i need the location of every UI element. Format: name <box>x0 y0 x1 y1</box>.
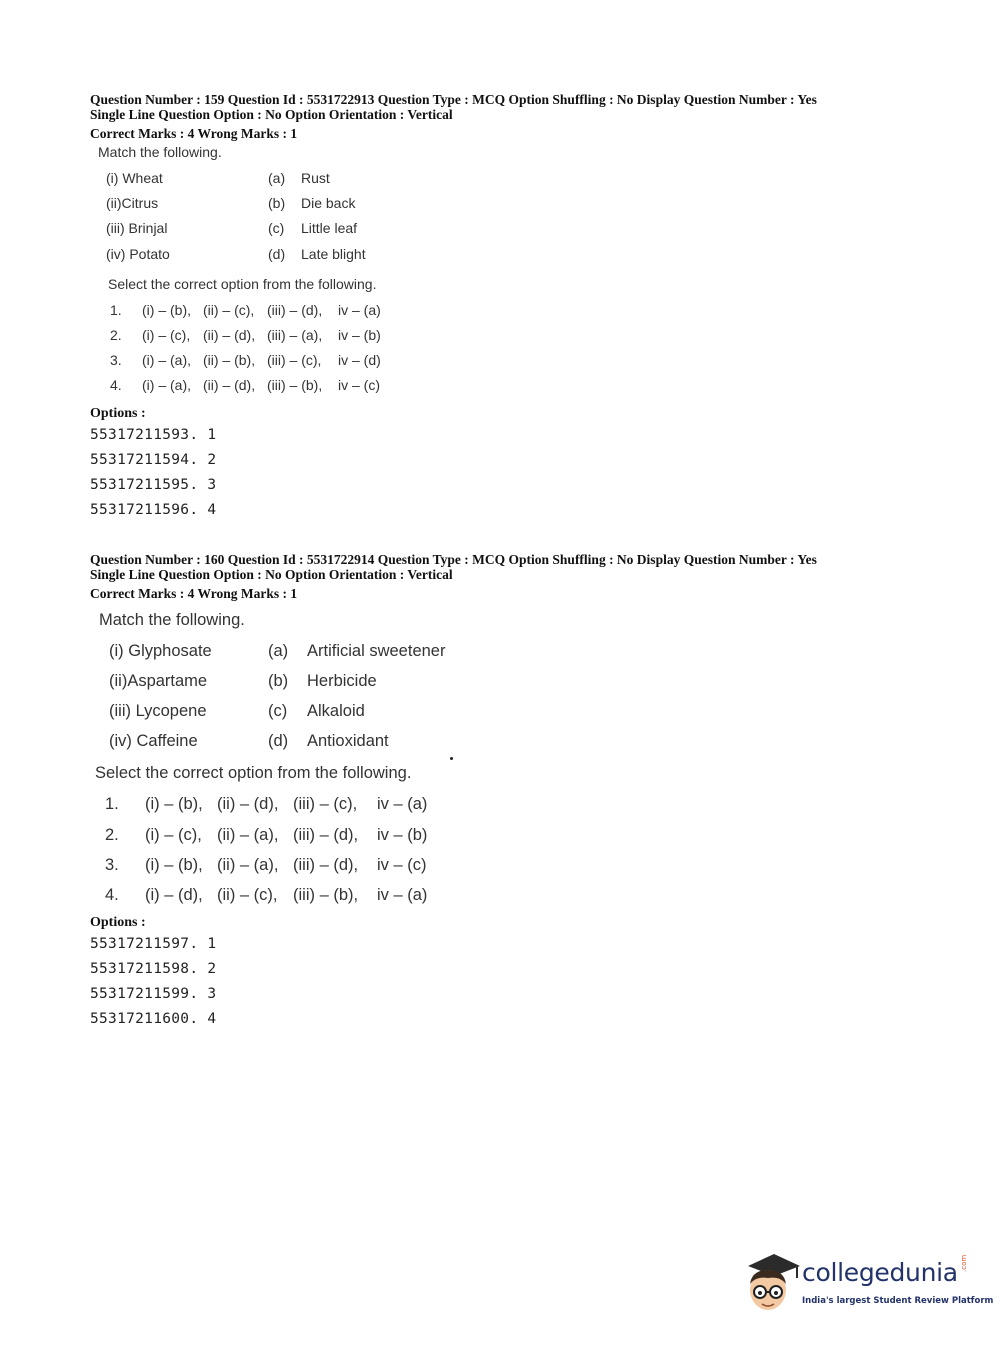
pair-left: (i) Glyphosate <box>109 642 212 660</box>
question-160-stem: Match the following. <box>99 611 245 629</box>
choice-part-b: (ii) – (a), <box>217 856 279 874</box>
question-159-instruction: Select the correct option from the following. <box>108 276 377 292</box>
choice-part-d: iv – (b) <box>338 327 381 343</box>
question-159-option-4: 55317211596. 4 <box>90 502 217 518</box>
choice-part-c: (iii) – (c), <box>293 795 358 813</box>
choice-number: 3. <box>105 856 119 874</box>
choice-part-c: (iii) – (d), <box>293 856 359 874</box>
question-159-meta-line2: Single Line Question Option : No Option Orientation : Vertical <box>90 107 453 122</box>
choice-part-d: iv – (d) <box>338 352 381 368</box>
choice-number: 4. <box>105 886 119 904</box>
pair-key: (a) <box>268 170 286 186</box>
choice-number: 1. <box>110 302 122 318</box>
question-159-stem: Match the following. <box>98 144 222 160</box>
choice-part-a: (i) – (c), <box>142 327 191 343</box>
question-159-meta-line1: Question Number : 159 Question Id : 5531722913 Question Type : MCQ Option Shuffling : No Display Question Number : Yes <box>90 92 817 107</box>
choice-number: 4. <box>110 377 122 393</box>
choice-part-d: iv – (a) <box>338 302 381 318</box>
choice-part-a: (i) – (b), <box>145 856 203 874</box>
choice-part-c: (iii) – (a), <box>267 327 323 343</box>
pair-right: Alkaloid <box>307 702 365 720</box>
pair-key: (d) <box>268 246 286 262</box>
pair-key: (c) <box>268 702 288 720</box>
choice-part-c: (iii) – (d), <box>267 302 323 318</box>
choice-part-c: (iii) – (d), <box>293 826 359 844</box>
pair-left: (iii) Brinjal <box>106 220 168 236</box>
question-160-meta-line1: Question Number : 160 Question Id : 5531722914 Question Type : MCQ Option Shuffling : No Display Question Number : Yes <box>90 552 817 567</box>
pair-right: Little leaf <box>301 220 358 236</box>
choice-part-a: (i) – (d), <box>145 886 203 904</box>
pair-right: Late blight <box>301 246 366 262</box>
logo-suffix: .com <box>960 1254 968 1272</box>
choice-part-c: (iii) – (b), <box>267 377 323 393</box>
choice-part-d: iv – (a) <box>377 795 428 813</box>
pair-left: (ii)Citrus <box>106 195 159 211</box>
choice-part-a: (i) – (b), <box>142 302 191 318</box>
logo-wordmark: collegedunia <box>802 1258 958 1287</box>
pair-key: (b) <box>268 672 289 690</box>
choice-part-b: (ii) – (d), <box>203 377 256 393</box>
choice-part-b: (ii) – (d), <box>217 795 279 813</box>
choice-part-d: iv – (c) <box>338 377 380 393</box>
pair-right: Die back <box>301 195 356 211</box>
pair-left: (iv) Caffeine <box>109 732 198 750</box>
question-160-option-3: 55317211599. 3 <box>90 986 217 1002</box>
choice-part-b: (ii) – (b), <box>203 352 256 368</box>
choice-number: 1. <box>105 795 119 813</box>
choice-part-b: (ii) – (c), <box>203 302 255 318</box>
pair-right: Herbicide <box>307 672 377 690</box>
question-160-option-4: 55317211600. 4 <box>90 1011 217 1027</box>
question-160-meta-line2: Single Line Question Option : No Option Orientation : Vertical <box>90 567 453 582</box>
question-159-marks: Correct Marks : 4 Wrong Marks : 1 <box>90 126 298 141</box>
question-160-meta <box>90 552 817 582</box>
choice-part-c: (iii) – (c), <box>267 352 322 368</box>
stray-dot <box>450 757 453 760</box>
pair-left: (ii)Aspartame <box>109 672 208 690</box>
choice-number: 3. <box>110 352 122 368</box>
choice-number: 2. <box>105 826 119 844</box>
logo-tagline: India's largest Student Review Platform <box>802 1296 994 1306</box>
pair-key: (b) <box>268 195 286 211</box>
collegedunia-logo <box>742 1250 994 1320</box>
question-160-marks: Correct Marks : 4 Wrong Marks : 1 <box>90 586 298 601</box>
pair-key: (d) <box>268 732 289 750</box>
choice-part-d: iv – (a) <box>377 886 428 904</box>
choice-part-b: (ii) – (a), <box>217 826 279 844</box>
choice-part-b: (ii) – (d), <box>203 327 256 343</box>
question-159-option-1: 55317211593. 1 <box>90 427 217 443</box>
question-160-option-1: 55317211597. 1 <box>90 936 217 952</box>
choice-part-d: iv – (c) <box>377 856 427 874</box>
pair-left: (i) Wheat <box>106 170 163 186</box>
choice-part-a: (i) – (b), <box>145 795 203 813</box>
choice-part-a: (i) – (c), <box>145 826 202 844</box>
choice-part-a: (i) – (a), <box>142 377 191 393</box>
pair-left: (iv) Potato <box>106 246 170 262</box>
pair-right: Artificial sweetener <box>307 642 446 660</box>
question-160-option-2: 55317211598. 2 <box>90 961 217 977</box>
choice-number: 2. <box>110 327 122 343</box>
pair-key: (c) <box>268 220 285 236</box>
question-159-option-3: 55317211595. 3 <box>90 477 217 493</box>
pair-right: Rust <box>301 170 330 186</box>
question-159-option-2: 55317211594. 2 <box>90 452 217 468</box>
choice-part-a: (i) – (a), <box>142 352 191 368</box>
mascot-icon <box>742 1250 802 1316</box>
pair-right: Antioxidant <box>307 732 389 750</box>
choice-part-d: iv – (b) <box>377 826 428 844</box>
pair-key: (a) <box>268 642 289 660</box>
pair-left: (iii) Lycopene <box>109 702 207 720</box>
choice-part-b: (ii) – (c), <box>217 886 278 904</box>
choice-part-c: (iii) – (b), <box>293 886 359 904</box>
question-159-meta <box>90 92 817 122</box>
question-159-options-label: Options : <box>90 406 146 421</box>
question-160-instruction: Select the correct option from the following. <box>95 764 412 782</box>
question-160-options-label: Options : <box>90 915 146 930</box>
